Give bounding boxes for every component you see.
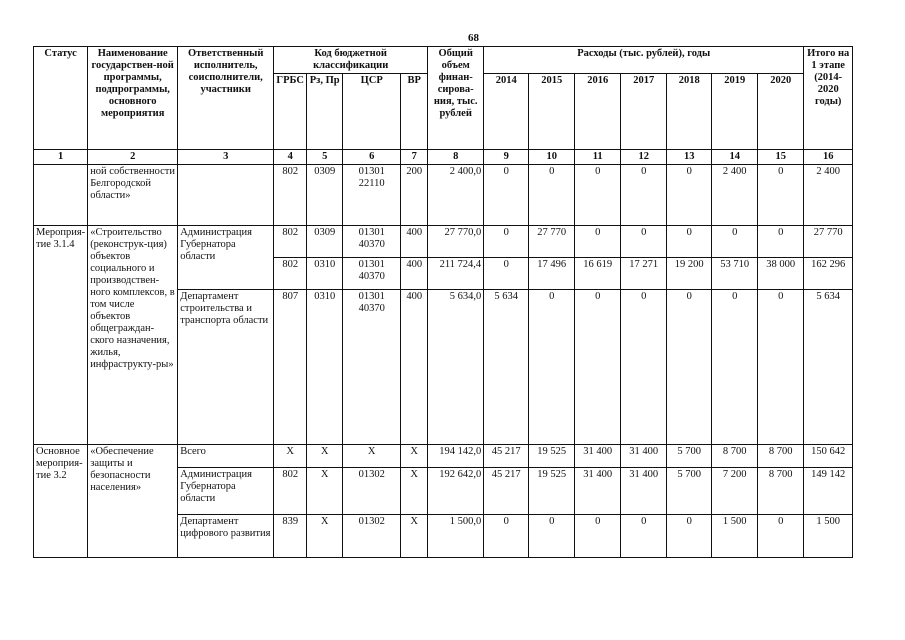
year-cell: 0 xyxy=(575,290,621,445)
year-cell: 0 xyxy=(621,165,667,226)
column-number: 11 xyxy=(575,150,621,165)
year-cell: 5 634 xyxy=(484,290,529,445)
year-cell: 27 770 xyxy=(529,226,575,258)
stage-total-cell: 1 500 xyxy=(804,515,853,558)
header-status: Статус xyxy=(34,47,88,150)
year-cell: 38 000 xyxy=(758,258,804,290)
year-cell: 45 217 xyxy=(484,468,529,515)
total-cell: 5 634,0 xyxy=(428,290,484,445)
column-number-row xyxy=(34,150,853,165)
column-number: 13 xyxy=(667,150,712,165)
column-number: 12 xyxy=(621,150,667,165)
year-cell: 2 400 xyxy=(712,165,758,226)
vr-cell: 400 xyxy=(401,290,428,445)
header-year: 2016 xyxy=(575,74,621,150)
year-cell: 7 200 xyxy=(712,468,758,515)
vr-cell: 200 xyxy=(401,165,428,226)
column-number: 16 xyxy=(804,150,853,165)
year-cell: 0 xyxy=(484,515,529,558)
year-cell: 19 525 xyxy=(529,468,575,515)
vr-cell: 400 xyxy=(401,258,428,290)
year-cell: 8 700 xyxy=(758,468,804,515)
name-cell: «Строительство (реконструк-ция) объектов социального и производствен-ного комплексов, в том числе объектов общеграждан-ского назначения, жилья, инфраструкту-ры» xyxy=(88,226,178,445)
header-executor: Ответственный исполнитель, соисполнители, участники xyxy=(178,47,274,150)
csr-cell: 01302 xyxy=(343,468,401,515)
stage-total-cell: 150 642 xyxy=(804,445,853,468)
year-cell: 0 xyxy=(484,226,529,258)
stage-total-cell: 2 400 xyxy=(804,165,853,226)
year-cell: 0 xyxy=(621,515,667,558)
year-cell: 8 700 xyxy=(712,445,758,468)
rz-cell: 0310 xyxy=(307,258,343,290)
executor-cell: Департамент цифрового развития xyxy=(178,515,274,558)
header-row xyxy=(34,47,853,74)
grbs-cell: X xyxy=(274,445,307,468)
rz-cell: X xyxy=(307,445,343,468)
stage-total-cell: 149 142 xyxy=(804,468,853,515)
year-cell: 0 xyxy=(667,290,712,445)
year-cell: 5 700 xyxy=(667,468,712,515)
year-cell: 53 710 xyxy=(712,258,758,290)
grbs-cell: 802 xyxy=(274,258,307,290)
year-cell: 0 xyxy=(484,258,529,290)
budget-table xyxy=(33,46,853,558)
rz-cell: 0310 xyxy=(307,290,343,445)
total-cell: 192 642,0 xyxy=(428,468,484,515)
page-number: 68 xyxy=(468,32,479,44)
csr-cell: 01302 xyxy=(343,515,401,558)
column-number: 4 xyxy=(274,150,307,165)
column-number: 9 xyxy=(484,150,529,165)
rz-cell: X xyxy=(307,515,343,558)
rz-cell: X xyxy=(307,468,343,515)
executor-cell: Администрация Губернатора области xyxy=(178,226,274,290)
status-cell: Основное мероприя-тие 3.2 xyxy=(34,445,88,558)
executor-cell: Департамент строительства и транспорта области xyxy=(178,290,274,445)
year-cell: 0 xyxy=(712,290,758,445)
year-cell: 0 xyxy=(758,515,804,558)
year-cell: 0 xyxy=(712,226,758,258)
header-year: 2014 xyxy=(484,74,529,150)
header-rz-pr: Рз, Пр xyxy=(307,74,343,150)
year-cell: 0 xyxy=(667,515,712,558)
status-cell xyxy=(34,165,88,226)
year-cell: 0 xyxy=(667,165,712,226)
year-cell: 8 700 xyxy=(758,445,804,468)
grbs-cell: 802 xyxy=(274,226,307,258)
year-cell: 0 xyxy=(484,165,529,226)
vr-cell: 400 xyxy=(401,226,428,258)
grbs-cell: 802 xyxy=(274,165,307,226)
column-number: 6 xyxy=(343,150,401,165)
year-cell: 0 xyxy=(758,165,804,226)
year-cell: 0 xyxy=(667,226,712,258)
csr-cell: X xyxy=(343,445,401,468)
grbs-cell: 839 xyxy=(274,515,307,558)
year-cell: 0 xyxy=(758,226,804,258)
year-cell: 0 xyxy=(575,226,621,258)
rz-cell: 0309 xyxy=(307,165,343,226)
year-cell: 0 xyxy=(529,165,575,226)
year-cell: 0 xyxy=(529,290,575,445)
grbs-cell: 807 xyxy=(274,290,307,445)
header-year: 2020 xyxy=(758,74,804,150)
header-budget-code: Код бюджетной классификации xyxy=(274,47,428,74)
total-cell: 1 500,0 xyxy=(428,515,484,558)
name-cell: ной собственности Белгородской области» xyxy=(88,165,178,226)
vr-cell: X xyxy=(401,445,428,468)
year-cell: 31 400 xyxy=(575,445,621,468)
header-total: Общий объем финан-сирова-ния, тыс. рублей xyxy=(428,47,484,150)
year-cell: 31 400 xyxy=(621,468,667,515)
executor-cell xyxy=(178,165,274,226)
stage-total-cell: 27 770 xyxy=(804,226,853,258)
status-cell: Мероприя-тие 3.1.4 xyxy=(34,226,88,445)
header-stage-total: Итого на 1 этапе (2014-2020 годы) xyxy=(804,47,853,150)
name-cell: «Обеспечение защиты и безопасности населения» xyxy=(88,445,178,558)
rz-cell: 0309 xyxy=(307,226,343,258)
year-cell: 31 400 xyxy=(575,468,621,515)
year-cell: 19 525 xyxy=(529,445,575,468)
header-expenses: Расходы (тыс. рублей), годы xyxy=(484,47,804,74)
csr-cell: 01301 40370 xyxy=(343,226,401,258)
header-year: 2017 xyxy=(621,74,667,150)
header-vr: ВР xyxy=(401,74,428,150)
year-cell: 1 500 xyxy=(712,515,758,558)
column-number: 5 xyxy=(307,150,343,165)
column-number: 10 xyxy=(529,150,575,165)
grbs-cell: 802 xyxy=(274,468,307,515)
vr-cell: X xyxy=(401,515,428,558)
table-row xyxy=(34,445,853,468)
year-cell: 0 xyxy=(575,515,621,558)
executor-cell: Администрация Губернатора области xyxy=(178,468,274,515)
column-number: 2 xyxy=(88,150,178,165)
year-cell: 19 200 xyxy=(667,258,712,290)
year-cell: 5 700 xyxy=(667,445,712,468)
total-cell: 2 400,0 xyxy=(428,165,484,226)
header-year: 2019 xyxy=(712,74,758,150)
year-cell: 0 xyxy=(621,290,667,445)
total-cell: 211 724,4 xyxy=(428,258,484,290)
year-cell: 31 400 xyxy=(621,445,667,468)
column-number: 15 xyxy=(758,150,804,165)
csr-cell: 01301 40370 xyxy=(343,290,401,445)
column-number: 14 xyxy=(712,150,758,165)
year-cell: 0 xyxy=(529,515,575,558)
stage-total-cell: 162 296 xyxy=(804,258,853,290)
year-cell: 0 xyxy=(575,165,621,226)
year-cell: 0 xyxy=(758,290,804,445)
header-csr: ЦСР xyxy=(343,74,401,150)
table-row xyxy=(34,165,853,226)
column-number: 7 xyxy=(401,150,428,165)
column-number: 8 xyxy=(428,150,484,165)
column-number: 3 xyxy=(178,150,274,165)
header-year: 2018 xyxy=(667,74,712,150)
header-grbs: ГРБС xyxy=(274,74,307,150)
total-cell: 27 770,0 xyxy=(428,226,484,258)
header-name: Наименование государствен-ной программы, подпрограммы, основного мероприятия xyxy=(88,47,178,150)
stage-total-cell: 5 634 xyxy=(804,290,853,445)
year-cell: 17 496 xyxy=(529,258,575,290)
total-cell: 194 142,0 xyxy=(428,445,484,468)
year-cell: 16 619 xyxy=(575,258,621,290)
executor-cell: Всего xyxy=(178,445,274,468)
year-cell: 17 271 xyxy=(621,258,667,290)
table-row xyxy=(34,226,853,258)
csr-cell: 01301 22110 xyxy=(343,165,401,226)
vr-cell: X xyxy=(401,468,428,515)
header-year: 2015 xyxy=(529,74,575,150)
year-cell: 45 217 xyxy=(484,445,529,468)
csr-cell: 01301 40370 xyxy=(343,258,401,290)
column-number: 1 xyxy=(34,150,88,165)
year-cell: 0 xyxy=(621,226,667,258)
